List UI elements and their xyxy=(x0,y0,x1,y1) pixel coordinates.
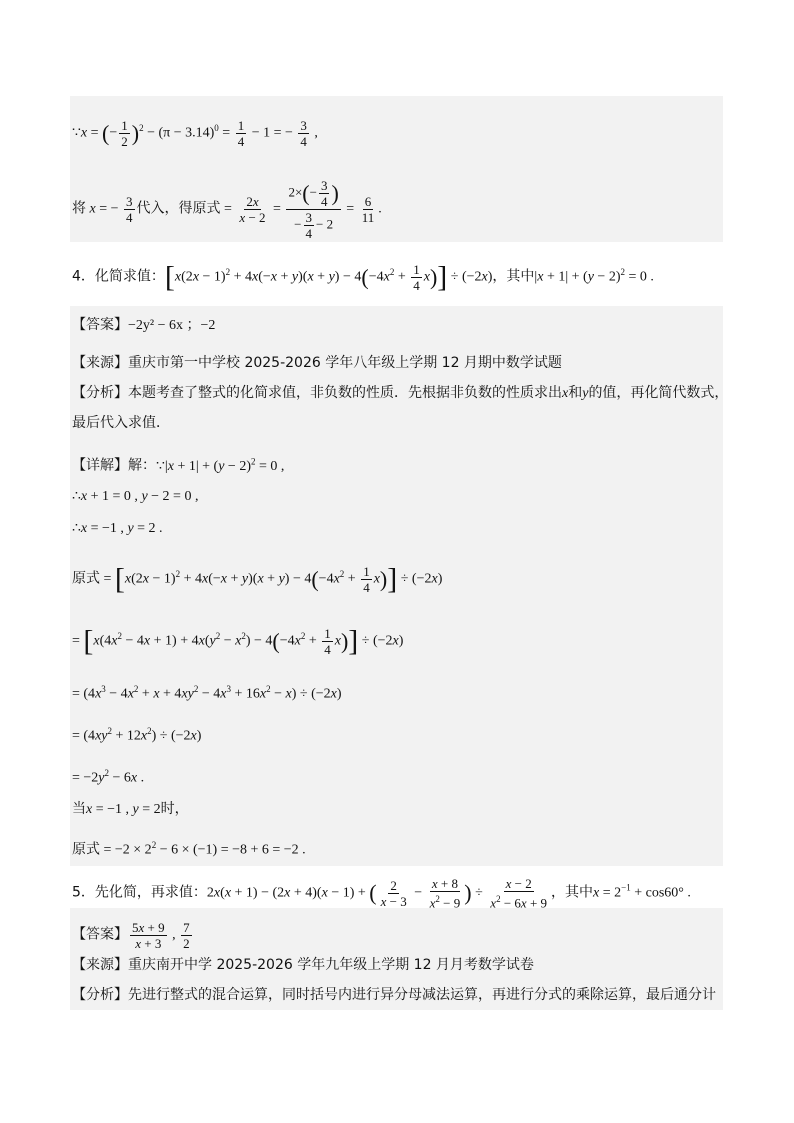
q4-detail: 【详解】解：∵|x + $1| + (y - 2)^2 = 0$ , xyxy=(72,456,285,474)
q4-step-6: = $(4xy^2 + 12x^2) \div (-2x)$ xyxy=(72,726,202,744)
q4-analysis-cont: 最后代入求值． xyxy=(72,415,170,431)
q4-answer: 【答案】−2y² − 6x ；−2 xyxy=(72,317,216,333)
q3-eval-x-line: ∵x = (− $\frac{1}{2}$ )$^2 - (\pi - 3.14)^0$ = $\frac{1}{4}$ − 1 = − $\frac{3}{4}$ , xyxy=(72,118,318,149)
q4-step-9: 原式 = $-2 \times 2^2 - 6 \times (-1) = -8 + 6 = -2$ . xyxy=(72,840,306,858)
q4-step-5: = $(4x^3 - 4x^2 + x + 4xy^2 - 4x^3 + 16x^2 - x) \div (-2x)$ xyxy=(72,684,342,702)
q5-answer: 【答案】 $\frac{5x + 9}{x + 3}$ , $\frac{7}{2}$ xyxy=(72,920,190,951)
q5-question: 5．先化简，再求值：2x(x + 1) − (2x + 4)(x − 1) + ( $\frac{2}{x - 3}$ − $\frac{x + 8}{x^2 - 9}$ ) ÷ $\frac{x - 2}{x^2 - 6x + 9}$ ，其中$x = 2^{-1} + \cos 60^\circ$ . xyxy=(72,876,691,911)
q4-step-7: = $-2y^2 - 6x$ . xyxy=(72,768,145,786)
q4-analysis: 【分析】本题考查了整式的化简求值，非负数的性质．先根据非负数的性质求出x和y的值，再化简代数式， xyxy=(72,385,729,401)
q5-source: 【来源】重庆南开中学 2025-2026 学年九年级上学期 12 月月考数学试卷 xyxy=(72,957,534,973)
q4-step-2: ∴x = −1 , y = 2 . xyxy=(72,521,163,536)
q4-step-1: ∴x + 1 = 0 , y − 2 = 0 , xyxy=(72,489,199,504)
q3-substitute-line: 将 x = − $\frac{3}{4}$ 代入，得原式 = $\frac{2x}{x - 2}$ = 2×(− $\frac{3}{4}$ ) − $\frac{3}{4}$ − 2 = $\frac{6}{11}$ . xyxy=(72,178,382,241)
q4-step-4: = [$x(4x^2 - 4x + 1) + 4x(y^2 - x^2) - 4(-4x^2$ + $\frac{1}{4}$ x)] ÷ (−2x) xyxy=(72,624,404,658)
q4-step-8: 当x = −1 , y = 2时， xyxy=(72,801,189,817)
q4-step-3: 原式 = [$x(2x - 1)^2 + 4x(-x + y)(x + y) - 4(-4x^2$ + $\frac{1}{4}$ x)] ÷ (−2x) xyxy=(72,562,443,596)
q4-question: 4．化简求值：[$x(2x - 1)^2 + 4x(-x + y)(x + y) - 4(-4x^2$ + $\frac{1}{4}$ x)] ÷ (−2x)，其中$|x + 1| + (y - 2)^2 = 0$ . xyxy=(72,260,654,294)
q4-source: 【来源】重庆市第一中学校 2025-2026 学年八年级上学期 12 月期中数学试题 xyxy=(72,355,562,371)
q5-analysis: 【分析】先进行整式的混合运算，同时括号内进行异分母减法运算，再进行分式的乘除运算，最后通分计 xyxy=(72,987,716,1003)
